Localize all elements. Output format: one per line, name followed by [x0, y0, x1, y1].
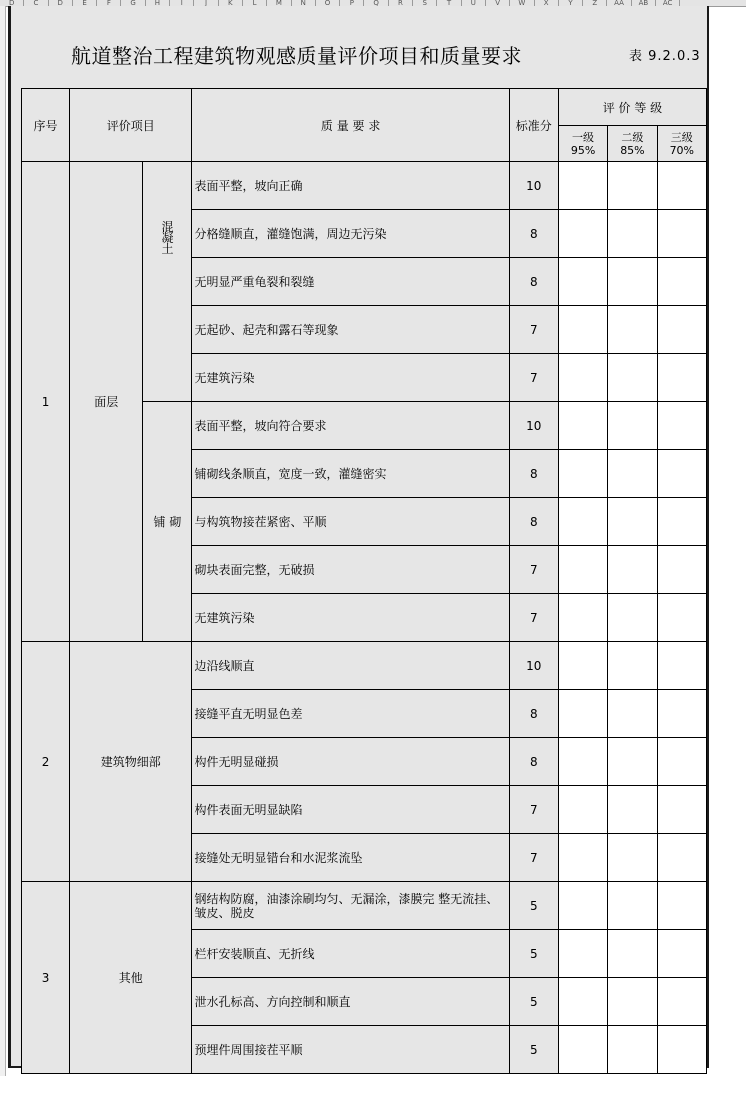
column-letter[interactable]: G	[121, 0, 145, 6]
table-row	[22, 642, 707, 690]
grade-3-cell[interactable]	[657, 882, 706, 930]
requirement-cell[interactable]: 构件表面无明显缺陷	[192, 786, 509, 834]
group-item-cell[interactable]: 其他	[70, 882, 192, 1074]
table-number: 表 9.2.0.3	[629, 49, 701, 64]
grade-2-cell[interactable]	[608, 258, 657, 306]
score-cell[interactable]: 7	[509, 306, 558, 354]
header-requirement[interactable]: 质 量 要 求	[192, 89, 509, 162]
requirement-cell[interactable]: 边沿线顺直	[192, 642, 509, 690]
group-item-cell[interactable]: 面层	[70, 162, 143, 642]
column-letter[interactable]: R	[389, 0, 413, 6]
grade-1-cell[interactable]	[558, 642, 607, 690]
column-letter[interactable]: E	[73, 0, 97, 6]
grade-2-cell[interactable]	[608, 834, 657, 882]
score-cell[interactable]: 5	[509, 882, 558, 930]
grade-3-cell[interactable]	[657, 306, 706, 354]
requirement-cell[interactable]: 泄水孔标高、方向控制和顺直	[192, 978, 509, 1026]
grade-3-label: 三级	[670, 130, 693, 144]
grade-1-cell[interactable]	[558, 786, 607, 834]
grade-3-cell[interactable]	[657, 210, 706, 258]
requirement-cell[interactable]: 预埋件周围接茬平顺	[192, 1026, 509, 1074]
column-letter[interactable]: Q	[364, 0, 388, 6]
grade-2-cell[interactable]	[608, 642, 657, 690]
grade-1-cell[interactable]	[558, 1026, 607, 1074]
requirement-cell[interactable]: 无起砂、起壳和露石等现象	[192, 306, 509, 354]
header-item[interactable]: 评价项目	[70, 89, 192, 162]
grade-3-cell[interactable]	[657, 450, 706, 498]
grade-2-cell[interactable]	[608, 402, 657, 450]
grade-3-cell[interactable]	[657, 1026, 706, 1074]
column-letter[interactable]: D	[0, 0, 24, 6]
grade-1-cell[interactable]	[558, 978, 607, 1026]
score-cell[interactable]: 10	[509, 402, 558, 450]
requirement-cell[interactable]: 无建筑污染	[192, 354, 509, 402]
grade-1-cell[interactable]	[558, 402, 607, 450]
grade-1-cell[interactable]	[558, 162, 607, 210]
grade-2-cell[interactable]	[608, 690, 657, 738]
requirement-cell[interactable]: 砌块表面完整，无破损	[192, 546, 509, 594]
subgroup-cell[interactable]	[143, 402, 192, 642]
score-cell[interactable]: 7	[509, 354, 558, 402]
grade-2-cell[interactable]	[608, 738, 657, 786]
column-letter[interactable]: U	[462, 0, 486, 6]
column-letter[interactable]: X	[535, 0, 559, 6]
requirement-cell[interactable]: 无明显严重龟裂和裂缝	[192, 258, 509, 306]
grade-1-cell[interactable]	[558, 354, 607, 402]
column-letter[interactable]: L	[243, 0, 267, 6]
grade-1-cell[interactable]	[558, 210, 607, 258]
header-score[interactable]: 标准分	[509, 89, 558, 162]
requirement-cell[interactable]: 构件无明显碰损	[192, 738, 509, 786]
grade-2-cell[interactable]	[608, 978, 657, 1026]
group-seq-cell[interactable]: 2	[22, 642, 70, 882]
score-cell[interactable]: 10	[509, 642, 558, 690]
grade-3-cell[interactable]	[657, 642, 706, 690]
requirement-cell[interactable]: 铺砌线条顺直，宽度一致，灌缝密实	[192, 450, 509, 498]
grade-1-label: 一级	[572, 130, 595, 144]
grade-2-cell[interactable]	[608, 498, 657, 546]
group-seq-cell[interactable]: 3	[22, 882, 70, 1074]
grade-2-cell[interactable]	[608, 882, 657, 930]
requirement-cell[interactable]: 与构筑物接茬紧密、平顺	[192, 498, 509, 546]
grade-2-cell[interactable]	[608, 930, 657, 978]
requirement-cell[interactable]: 无建筑污染	[192, 594, 509, 642]
grade-2-label: 二级	[621, 130, 644, 144]
grade-2-cell[interactable]	[608, 354, 657, 402]
score-cell[interactable]: 5	[509, 1026, 558, 1074]
row-header-bar[interactable]	[0, 6, 6, 1076]
grade-3-cell[interactable]	[657, 834, 706, 882]
score-cell[interactable]: 8	[509, 690, 558, 738]
grade-2-cell[interactable]	[608, 786, 657, 834]
column-letter[interactable]: T	[437, 0, 461, 6]
grade-1-cell[interactable]	[558, 738, 607, 786]
grade-1-cell[interactable]	[558, 306, 607, 354]
grade-1-cell[interactable]	[558, 258, 607, 306]
grade-3-cell[interactable]	[657, 978, 706, 1026]
score-cell[interactable]: 7	[509, 546, 558, 594]
grade-1-cell[interactable]	[558, 690, 607, 738]
group-item-cell[interactable]: 建筑物细部	[70, 642, 192, 882]
subgroup-cell[interactable]	[143, 162, 192, 402]
column-letter[interactable]: F	[97, 0, 121, 6]
column-letter[interactable]: AA	[607, 0, 631, 6]
grade-1-cell[interactable]	[558, 546, 607, 594]
requirement-cell[interactable]: 接缝处无明显错台和水泥浆流坠	[192, 834, 509, 882]
requirement-cell[interactable]: 表面平整，坡向符合要求	[192, 402, 509, 450]
grade-3-cell[interactable]	[657, 930, 706, 978]
requirement-cell[interactable]: 接缝平直无明显色差	[192, 690, 509, 738]
grade-2-percent: 85%	[620, 143, 645, 157]
table-row	[22, 882, 707, 930]
grade-1-cell[interactable]	[558, 594, 607, 642]
column-letter[interactable]: W	[510, 0, 534, 6]
score-cell[interactable]: 5	[509, 978, 558, 1026]
requirement-cell[interactable]: 分格缝顺直，灌缝饱满，周边无污染	[192, 210, 509, 258]
column-letter[interactable]: I	[170, 0, 194, 6]
grade-2-cell[interactable]	[608, 1026, 657, 1074]
score-cell[interactable]: 7	[509, 594, 558, 642]
group-seq-cell[interactable]: 1	[22, 162, 70, 642]
grade-1-cell[interactable]	[558, 450, 607, 498]
score-cell[interactable]: 8	[509, 738, 558, 786]
column-letter[interactable]: K	[219, 0, 243, 6]
grade-3-cell[interactable]	[657, 546, 706, 594]
grade-3-cell[interactable]	[657, 738, 706, 786]
column-letter[interactable]: V	[486, 0, 510, 6]
column-letter[interactable]: C	[24, 0, 48, 6]
grade-1-cell[interactable]	[558, 930, 607, 978]
requirement-cell[interactable]: 钢结构防腐，油漆涂刷均匀、无漏涂，漆膜完 整无流挂、皱皮、脱皮	[192, 882, 509, 930]
requirement-cell[interactable]: 表面平整，坡向正确	[192, 162, 509, 210]
column-letter[interactable]: AC	[656, 0, 680, 6]
page-title: 航道整治工程建筑物观感质量评价项目和质量要求	[71, 44, 522, 68]
grade-3-cell[interactable]	[657, 594, 706, 642]
column-letter[interactable]: AB	[632, 0, 656, 6]
grade-2-cell[interactable]	[608, 210, 657, 258]
grade-2-cell[interactable]	[608, 594, 657, 642]
grade-3-cell[interactable]	[657, 498, 706, 546]
header-grade-3[interactable]	[657, 126, 706, 162]
grade-3-cell[interactable]	[657, 690, 706, 738]
score-cell[interactable]: 8	[509, 450, 558, 498]
column-letter[interactable]: H	[146, 0, 170, 6]
score-cell[interactable]: 8	[509, 210, 558, 258]
score-cell[interactable]: 7	[509, 834, 558, 882]
column-letter[interactable]: N	[292, 0, 316, 6]
grade-3-cell[interactable]	[657, 354, 706, 402]
sheet-area	[8, 6, 709, 1068]
grade-3-cell[interactable]	[657, 162, 706, 210]
header-grade-2[interactable]	[608, 126, 657, 162]
grade-3-percent: 70%	[669, 143, 695, 157]
column-letter[interactable]: S	[413, 0, 437, 6]
column-letter[interactable]: Z	[583, 0, 607, 6]
grade-2-cell[interactable]	[608, 450, 657, 498]
grade-2-cell[interactable]	[608, 546, 657, 594]
header-grade-1[interactable]	[558, 126, 607, 162]
table-row	[22, 162, 707, 210]
column-letter[interactable]: O	[316, 0, 340, 6]
score-cell[interactable]: 8	[509, 258, 558, 306]
grade-1-cell[interactable]	[558, 834, 607, 882]
requirement-cell[interactable]: 栏杆安装顺直、无折线	[192, 930, 509, 978]
grade-3-cell[interactable]	[657, 786, 706, 834]
header-grade[interactable]: 评 价 等 级	[558, 89, 706, 126]
score-cell[interactable]: 8	[509, 498, 558, 546]
grade-3-cell[interactable]	[657, 258, 706, 306]
evaluation-table	[21, 88, 707, 1074]
subgroup-label: 混凝土	[161, 220, 174, 256]
grade-1-cell[interactable]	[558, 498, 607, 546]
score-cell[interactable]: 7	[509, 786, 558, 834]
grade-1-cell[interactable]	[558, 882, 607, 930]
column-letter[interactable]: Y	[559, 0, 583, 6]
column-letter[interactable]: D	[49, 0, 73, 6]
grade-3-cell[interactable]	[657, 402, 706, 450]
grade-1-percent: 95%	[570, 143, 596, 157]
grade-2-cell[interactable]	[608, 162, 657, 210]
grade-2-cell[interactable]	[608, 306, 657, 354]
column-letter[interactable]: J	[194, 0, 218, 6]
subgroup-label: 铺 砌	[153, 515, 182, 529]
header-seq[interactable]: 序号	[22, 89, 70, 162]
score-cell[interactable]: 10	[509, 162, 558, 210]
score-cell[interactable]: 5	[509, 930, 558, 978]
column-letter[interactable]: P	[340, 0, 364, 6]
column-letter[interactable]: M	[267, 0, 291, 6]
